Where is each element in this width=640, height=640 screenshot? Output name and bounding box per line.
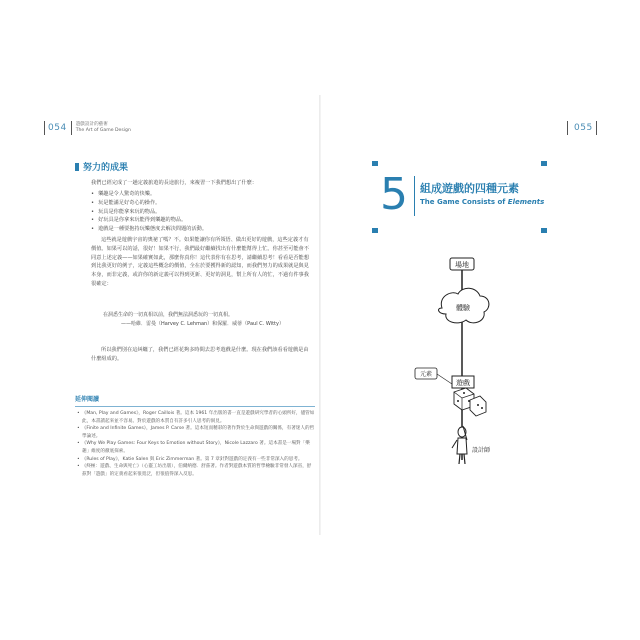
designer-label: 設計師 bbox=[472, 447, 491, 454]
further-reading-box bbox=[75, 394, 315, 478]
corner-square-icon bbox=[541, 228, 547, 233]
page-gutter bbox=[319, 95, 321, 535]
corner-square-icon bbox=[372, 228, 378, 233]
list-item: • 《Finite and Infinite Games》，James P. Carse 著。這本短而精彩的著作對於生命與遊戲的關係，有著迷人的哲學論述。 bbox=[75, 425, 315, 440]
list-item: • 《Rules of Play》，Katie Salen 與 Eric Zimmerman 著。第 7 章針對遊戲的定義有一些非常深入的思考。 bbox=[75, 456, 315, 464]
corner-square-icon bbox=[372, 161, 378, 166]
header-rule bbox=[44, 121, 45, 135]
list-item: • 玩具是你能拿來玩的物品。 bbox=[91, 208, 313, 217]
section-title: 努力的成果 bbox=[83, 163, 129, 173]
block-quote bbox=[103, 311, 293, 328]
header-rule bbox=[596, 121, 597, 135]
running-head-title: 遊戲設計的藝術 bbox=[75, 122, 108, 127]
running-head-title-en: The Art of Game Design bbox=[75, 128, 131, 133]
further-reading-list bbox=[75, 410, 315, 478]
section-heading bbox=[75, 160, 128, 173]
body-paragraph: 所以我們別在這糾纏了，我們已經花夠多時間去思考遊戲是什麼。現在我們該看看遊戲是由什麼組成的。 bbox=[91, 347, 309, 362]
chapter-subtitle bbox=[420, 198, 544, 206]
left-page-header bbox=[44, 121, 131, 135]
dice-icon bbox=[454, 388, 486, 416]
experience-label: 體驗 bbox=[456, 304, 470, 312]
further-reading-title: 延伸閱讀 bbox=[75, 396, 100, 403]
body-paragraph: 這些就是遊戲宇宙的奧祕了嗎？不。如果能讓你有所領悟、做出更好的遊戲，這些定義才有價值。如果可以的話，很好！如果不行，我們最好繼續找出有什麼能幫得上忙。你甚至可能會不同意上述定義——如果確實如此，那麼你真你！這代表你有在思考，請繼續思考！看看是否能想到比我更好的例子，定義這些概念的價值，全在於要獲得新的認知，而我們努力的成果就是與見本身，而非定義，或許你的新定義可以得到更新、更好的洞見，幫上所有人的忙，不過有件事我很確定： bbox=[91, 237, 309, 287]
chapter-title: 組成遊戲的四種元素 bbox=[420, 182, 519, 195]
header-rule bbox=[567, 121, 568, 135]
chapter-rule bbox=[414, 176, 415, 216]
game-label: 遊戲 bbox=[456, 379, 470, 387]
designer-figure-icon bbox=[452, 426, 467, 464]
list-item: • 樂趣是令人驚奇的快樂。 bbox=[91, 190, 313, 199]
list-item: • 遊戲是一種要抱持玩樂態度去解決問題的活動。 bbox=[91, 225, 313, 234]
quote-source: ——哈維．雷曼（Harvey C. Lehman）和保羅．威蒂（Paul C. Witty） bbox=[121, 320, 284, 327]
list-item: • 《Man, Play and Games》，Roger Caillois 著。這本 1961 年出版的書一直是遊戲研究學者的心頭所好，儘管如此，本書讀起來並不容易。對於遊戲的本質自有許多引人思考的洞見。 bbox=[75, 410, 315, 425]
page-number-left: 054 bbox=[48, 123, 67, 133]
divider bbox=[75, 406, 315, 407]
page-number-right: 055 bbox=[574, 123, 593, 133]
pointer-line bbox=[437, 374, 452, 384]
element-label: 元素 bbox=[419, 371, 433, 378]
place-label: 場地 bbox=[455, 261, 469, 269]
quote-text: 在洞悉生命的一切真相以前，我們無法洞悉玩的一切真相。 bbox=[103, 312, 234, 318]
list-item: • 《Why We Play Games: Four Keys to Emotion without Story》，Nicole Lazzaro 著。這本書是一場對「樂趣」維度的徹底探索。 bbox=[75, 440, 315, 455]
running-head bbox=[76, 122, 131, 134]
corner-square-icon bbox=[541, 161, 547, 166]
definition-list bbox=[91, 190, 313, 234]
list-item: • 《終極：遊戲、生命與死亡》（心靈工坊出版），伯爾納德．舒茲著。作者對遊戲本質的哲學檢驗非常發人深省，舒茲對「遊戲」的定義看起來很寬泛，但很值得深入反思。 bbox=[75, 463, 315, 478]
list-item: • 玩是能滿足好奇心的操作。 bbox=[91, 199, 313, 208]
chapter-number: 5 bbox=[380, 169, 408, 220]
chapter-subtitle-prefix: The Game Consists of bbox=[420, 198, 508, 206]
game-elements-diagram bbox=[400, 250, 560, 480]
right-page-header bbox=[567, 121, 600, 135]
section-marker-icon bbox=[75, 163, 79, 171]
list-item: • 好玩具是你拿來玩能得到樂趣的物品。 bbox=[91, 216, 313, 225]
header-rule bbox=[71, 121, 72, 135]
intro-paragraph: 我們已經完成了一趟定義旅遊的長途旅行，來複習一下我們想出了什麼： bbox=[91, 180, 258, 186]
chapter-subtitle-emph: Elements bbox=[507, 198, 545, 206]
